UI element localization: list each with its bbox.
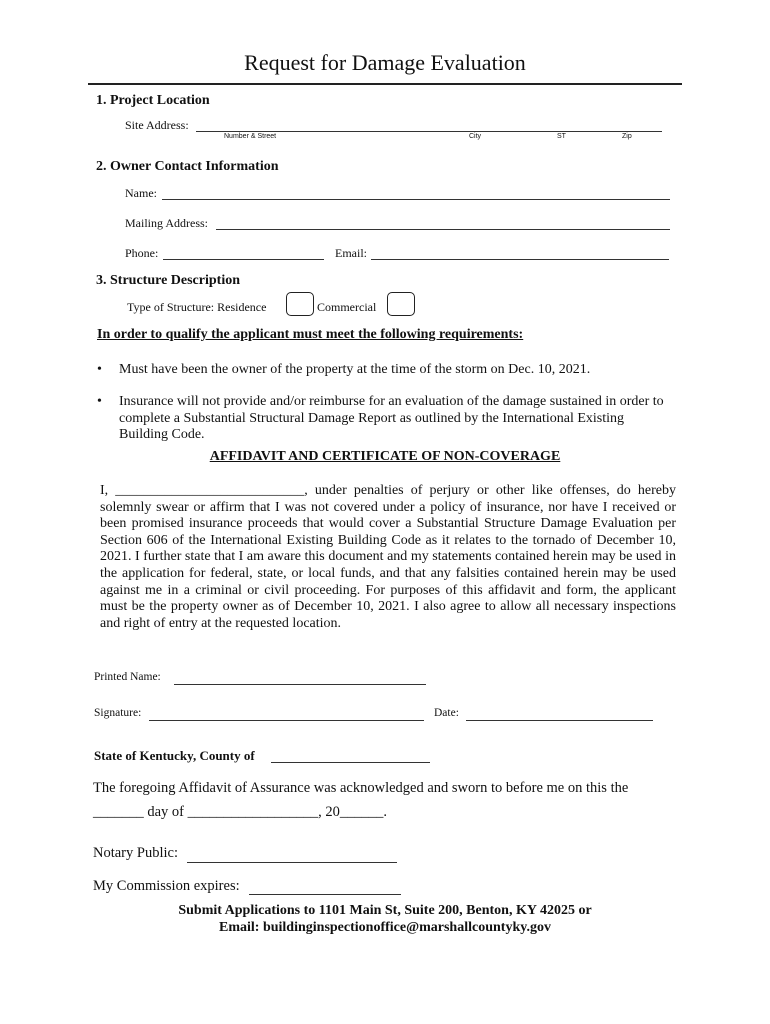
printed-name-label: Printed Name: — [94, 671, 161, 683]
date-field[interactable] — [466, 720, 653, 721]
site-address-field[interactable] — [196, 131, 662, 132]
mailing-address-label: Mailing Address: — [125, 216, 208, 230]
city-sublabel: City — [469, 133, 482, 140]
number-street-sublabel: Number & Street — [224, 133, 277, 140]
mailing-address-field[interactable] — [216, 229, 670, 230]
state-sublabel: ST — [557, 133, 566, 140]
requirement-item: Must have been the owner of the property at the time of the storm on Dec. 10, 2021. — [119, 362, 591, 377]
bullet-dot: • — [97, 394, 102, 409]
signature-field[interactable] — [149, 720, 424, 721]
notary-public-label: Notary Public: — [93, 845, 178, 861]
section-project-location-heading: 1. Project Location — [96, 93, 210, 108]
name-field[interactable] — [162, 199, 670, 200]
affidavit-heading: AFFIDAVIT AND CERTIFICATE OF NON-COVERAGE — [209, 449, 561, 464]
commission-expires-label: My Commission expires: — [93, 878, 240, 894]
zip-sublabel: Zip — [622, 133, 632, 140]
phone-label: Phone: — [125, 246, 159, 260]
county-field[interactable] — [271, 762, 430, 763]
printed-name-field[interactable] — [174, 684, 426, 685]
name-label: Name: — [125, 186, 157, 200]
footer-email: Email: buildinginspectionoffice@marshallcountyky.gov — [219, 920, 551, 935]
affidavit-paragraph: I, ___________________________, under penalties of perjury or other like offenses, do hereby solemnly swear or affirm that I was not covered under a policy of insurance, nor have I received or been promised insurance proceeds that would cover a Substantial Structure Damage Evaluation per Section 606 of the International Existing Building Code as it relates to the tornado of December 10, 2021. I further state that I am aware this document and my statements contained herein may be used in the application for federal, state, or local funds, and that any falsities contained herein may be used against me in a criminal or civil proceeding. For purposes of this affidavit and form, the applicant must be the property owner as of December 10, 2021. I also agree to allow all necessary inspections and right of entry at the requested location. — [100, 483, 676, 631]
section-structure-heading: 3. Structure Description — [96, 273, 240, 288]
date-label: Date: — [434, 707, 459, 719]
email-label: Email: — [335, 246, 367, 260]
day-line: _______ day of __________________, 20______. — [93, 804, 388, 820]
commission-expires-field[interactable] — [249, 894, 401, 895]
structure-type-label: Type of Structure: Residence — [127, 300, 267, 314]
commercial-label: Commercial — [317, 300, 377, 314]
footer-address: Submit Applications to 1101 Main St, Suite 200, Benton, KY 42025 or — [178, 903, 592, 918]
page-title: Request for Damage Evaluation — [244, 50, 526, 75]
requirements-heading: In order to qualify the applicant must meet the following requirements: — [97, 327, 524, 342]
title-rule — [88, 83, 682, 85]
email-field[interactable] — [371, 259, 669, 260]
signature-label: Signature: — [94, 707, 142, 719]
acknowledged-text: The foregoing Affidavit of Assurance was acknowledged and sworn to before me on this the — [93, 780, 629, 796]
commercial-checkbox[interactable] — [387, 292, 415, 316]
residence-checkbox[interactable] — [286, 292, 314, 316]
phone-field[interactable] — [163, 259, 324, 260]
notary-public-field[interactable] — [187, 862, 397, 863]
bullet-dot: • — [97, 362, 102, 377]
submission-footer — [0, 902, 770, 936]
requirement-item: Insurance will not provide and/or reimburse for an evaluation of the damage sustained in order to complete a Substantial Structural Damage Report as outlined by the International Existing Building Code. — [119, 394, 664, 442]
site-address-label: Site Address: — [125, 118, 189, 132]
state-county-label: State of Kentucky, County of — [94, 748, 255, 763]
section-owner-contact-heading: 2. Owner Contact Information — [96, 159, 279, 174]
